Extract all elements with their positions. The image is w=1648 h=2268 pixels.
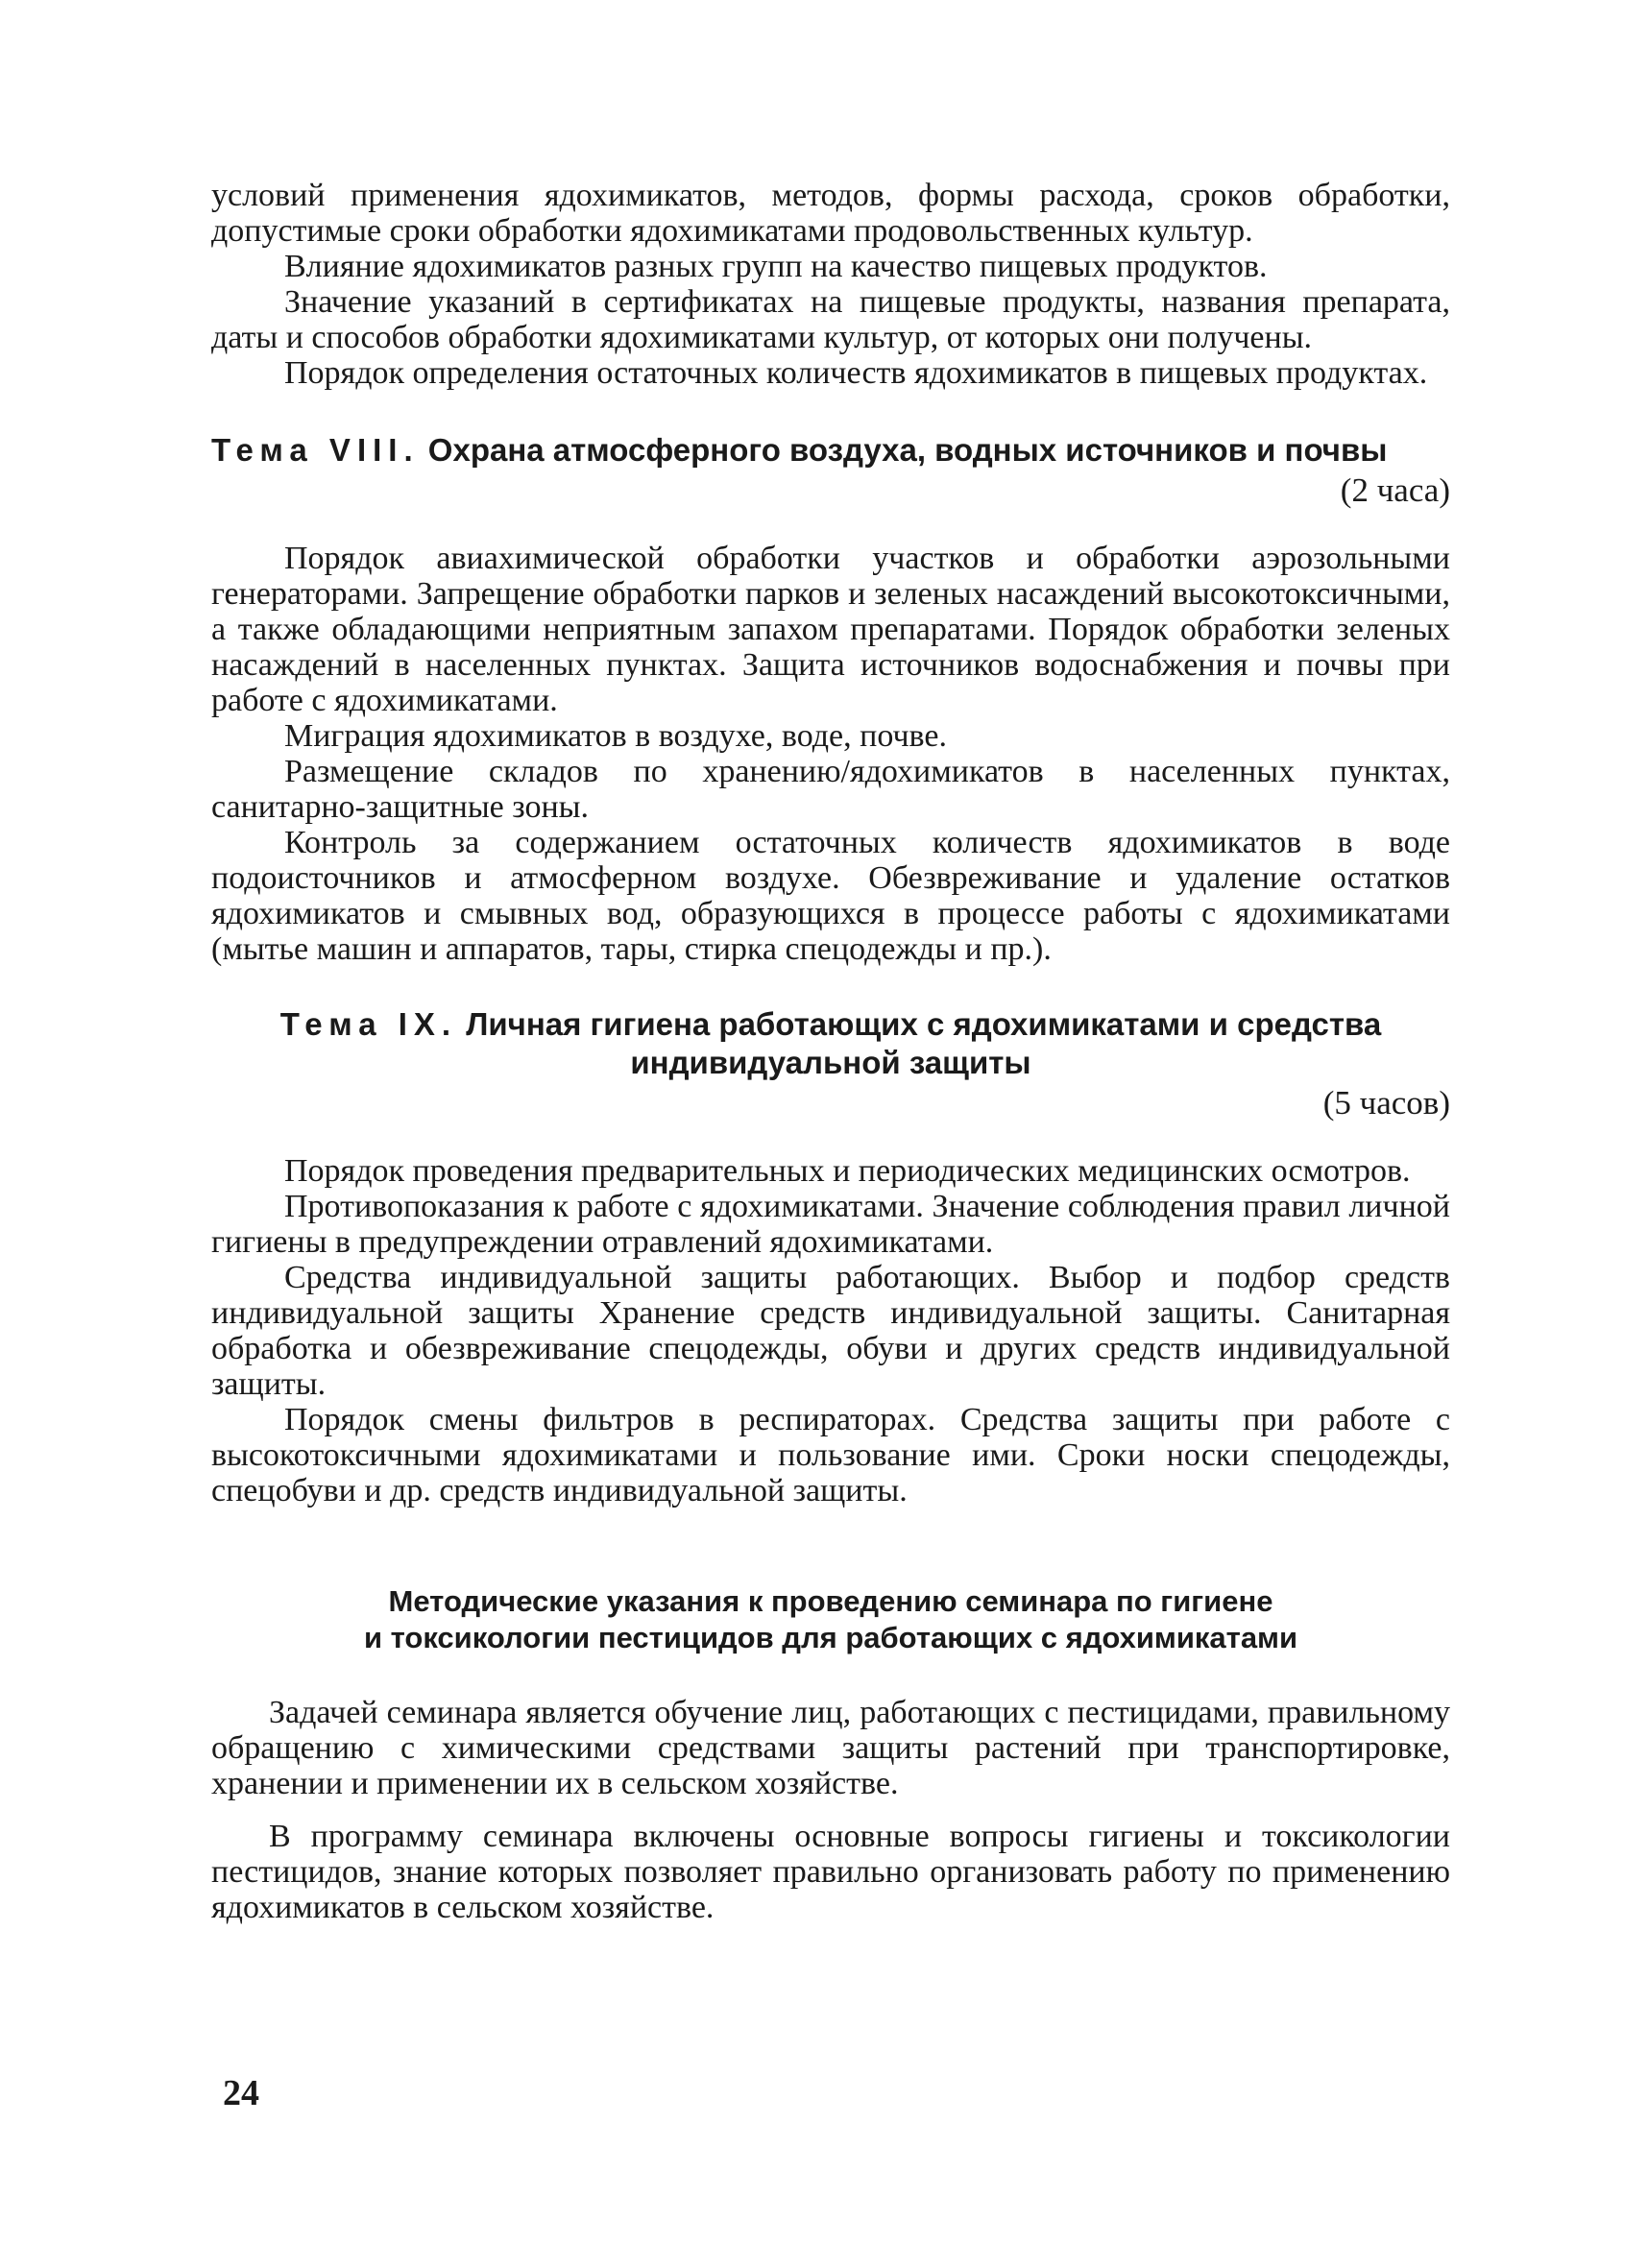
topic-9-heading: [211, 1005, 1450, 1082]
topic-9-paragraph-4: Порядок смены фильтров в респираторах. Средства защиты при работе с высокотоксичными ядохимикатами и пользование ими. Сроки носки спецодежды, спецобуви и др. средств индивидуальной защиты.: [211, 1402, 1450, 1508]
document-page: [211, 178, 1450, 1925]
topic-8-paragraph-2: Миграция ядохимикатов в воздухе, воде, почве.: [284, 718, 947, 754]
methodology-title-line-2: и токсикологии пестицидов для работающих с ядохимикатами: [363, 1621, 1298, 1654]
topic-8-paragraph-3: Размещение складов по хранению/ядохимикатов в населенных пунктах, санитарно-защитные зоны.: [211, 754, 1450, 825]
page-number: 24: [223, 2073, 259, 2113]
intro-paragraph-3: Значение указаний в сертификатах на пищевые продукты, названия препарата, даты и способов обработки ядохимикатами культур, от которых они получены.: [211, 284, 1450, 355]
topic-9-paragraph-3: Средства индивидуальной защиты работающих. Выбор и подбор средств индивидуальной защиты Хранение средств индивидуальной защиты. Санитарная обработка и обезвреживание спецодежды, обуви и других средств индивидуальной защиты.: [211, 1260, 1450, 1402]
topic-9-title-line-2: индивидуальной защиты: [630, 1045, 1031, 1080]
topic-9-hours: (5 часов): [1322, 1084, 1450, 1122]
intro-paragraph-2: Влияние ядохимикатов разных групп на качество пищевых продуктов.: [284, 249, 1268, 284]
intro-paragraph-1: условий применения ядохимикатов, методов, формы расхода, сроков обработки, допустимые сроки обработки ядохимикатами продовольственных культур.: [211, 178, 1450, 249]
topic-9-paragraph-2: Противопоказания к работе с ядохимикатами. Значение соблюдения правил личной гигиены в предупреждении отравлений ядохимикатами.: [211, 1189, 1450, 1260]
topic-8-title: Охрана атмосферного воздуха, водных источников и почвы: [427, 432, 1388, 468]
methodology-paragraph-2: В программу семинара включены основные вопросы гигиены и токсикологии пестицидов, знание которых позволяет правильно организовать работу по применению ядохимикатов в сельском хозяйстве.: [211, 1819, 1450, 1925]
methodology-heading: [211, 1583, 1450, 1656]
methodology-title-line-1: Методические указания к проведению семинара по гигиене: [388, 1584, 1273, 1618]
topic-8-paragraph-4: Контроль за содержанием остаточных количеств ядохимикатов в воде подоисточников и атмосферном воздухе. Обезвреживание и удаление остатков ядохимикатов и смывных вод, образующихся в процессе работы с ядохимикатами (мытье машин и аппаратов, тары, стирка спецодежды и пр.).: [211, 825, 1450, 967]
topic-8-heading: [211, 431, 1450, 470]
topic-8-hours: (2 часа): [1340, 471, 1450, 509]
topic-8-label: Тема VIII.: [211, 432, 420, 468]
topic-9-label: Тема IX.: [279, 1006, 458, 1042]
topic-9-paragraph-1: Порядок проведения предварительных и периодических медицинских осмотров.: [284, 1153, 1411, 1189]
topic-8-paragraph-1: Порядок авиахимической обработки участков и обработки аэрозольными генераторами. Запрещение обработки парков и зеленых насаждений высокотоксичными, а также обладающими неприятным запахом препаратами. Порядок обработки зеленых насаждений в населенных пунктах. Защита источников водоснабжения и почвы при работе с ядохимикатами.: [211, 541, 1450, 718]
topic-9-heading-line-1: [211, 1005, 1450, 1044]
topic-9-title-line-1: Личная гигиена работающих с ядохимикатами и средства: [466, 1006, 1382, 1042]
intro-paragraph-4: Порядок определения остаточных количеств ядохимикатов в пищевых продуктах.: [284, 355, 1428, 391]
methodology-paragraph-1: Задачей семинара является обучение лиц, работающих с пестицидами, правильному обращению с химическими средствами защиты растений при транспортировке, хранении и применении их в сельском хозяйстве.: [211, 1695, 1450, 1801]
